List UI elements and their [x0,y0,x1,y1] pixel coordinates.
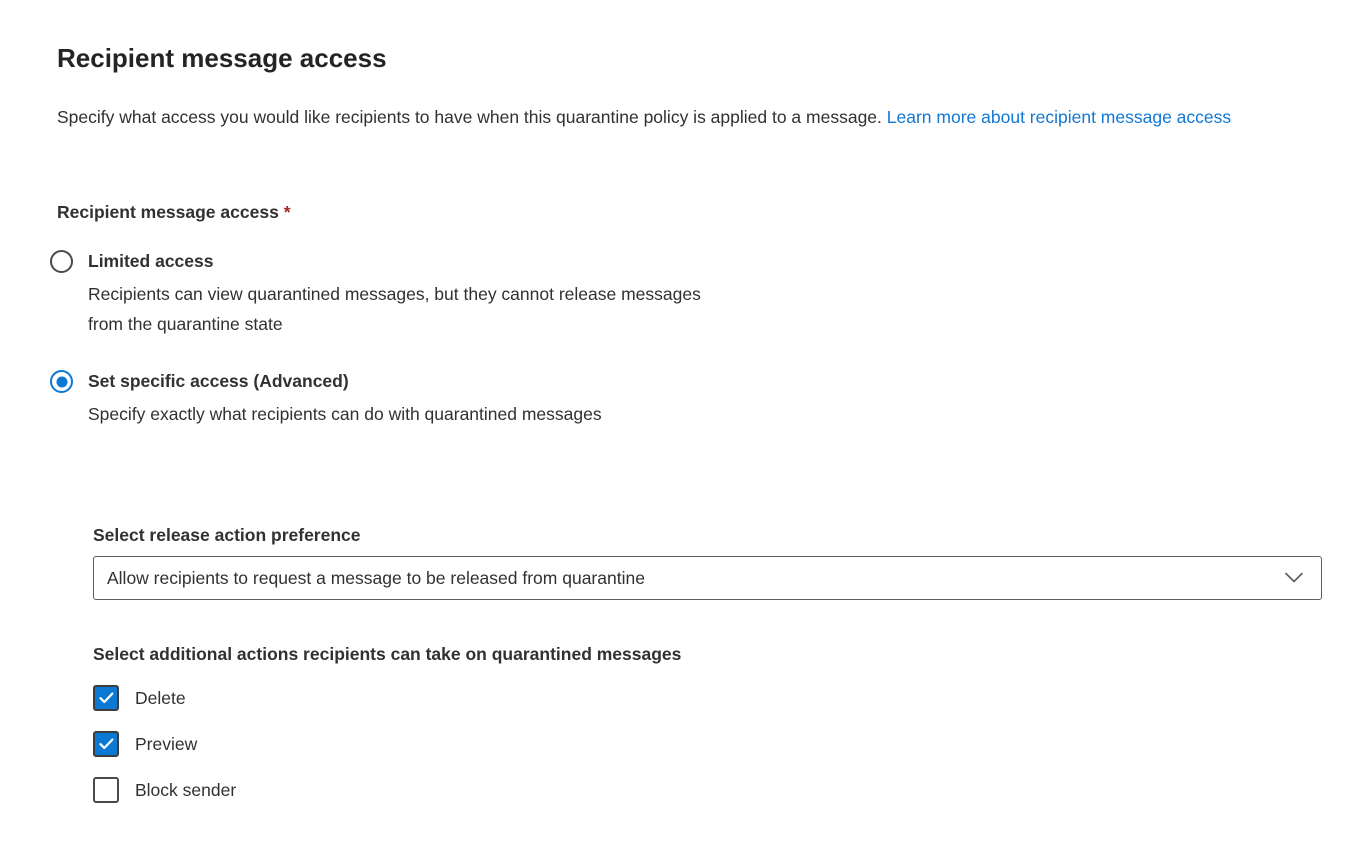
page-description [57,102,1307,132]
checkmark-icon [99,738,114,750]
radio-option-limited-access[interactable] [50,249,1347,339]
page-title: Recipient message access [57,43,387,73]
learn-more-link[interactable]: Learn more about recipient message access [886,107,1232,127]
radio-button-unselected[interactable] [50,250,73,273]
checkbox-delete[interactable] [93,685,119,711]
checkbox-preview[interactable] [93,731,119,757]
radio-group-label-text: Recipient message access [57,202,279,222]
additional-actions-label: Select additional actions recipients can take on quarantined messages [93,644,682,664]
checkbox-row-delete[interactable] [93,685,1347,711]
chevron-down-icon [1285,573,1303,584]
release-action-dropdown[interactable] [93,556,1322,600]
radio-option-label: Set specific access (Advanced) [88,371,349,391]
checkbox-block-sender[interactable] [93,777,119,803]
radio-option-set-specific-access[interactable] [50,369,1347,429]
release-action-label: Select release action preference [93,525,361,545]
checkbox-label: Delete [135,687,186,708]
checkbox-row-preview[interactable] [93,731,1347,757]
advanced-access-subsection [93,525,1347,803]
required-asterisk: * [283,202,291,222]
release-action-dropdown-value: Allow recipients to request a message to be released from quarantine [107,567,645,588]
checkbox-label: Block sender [135,779,237,800]
checkbox-label: Preview [135,733,198,754]
radio-option-description: Recipients can view quarantined messages, but they cannot release messages from the quarantine state [88,284,701,334]
radio-option-description: Specify exactly what recipients can do with quarantined messages [88,404,602,424]
checkbox-row-block-sender[interactable] [93,777,1347,803]
radio-button-selected[interactable] [50,370,73,393]
radio-group-label [57,202,1347,223]
radio-option-label: Limited access [88,251,214,271]
page-description-text: Specify what access you would like recipients to have when this quarantine policy is applied to a message. [57,107,882,127]
checkmark-icon [99,692,114,704]
